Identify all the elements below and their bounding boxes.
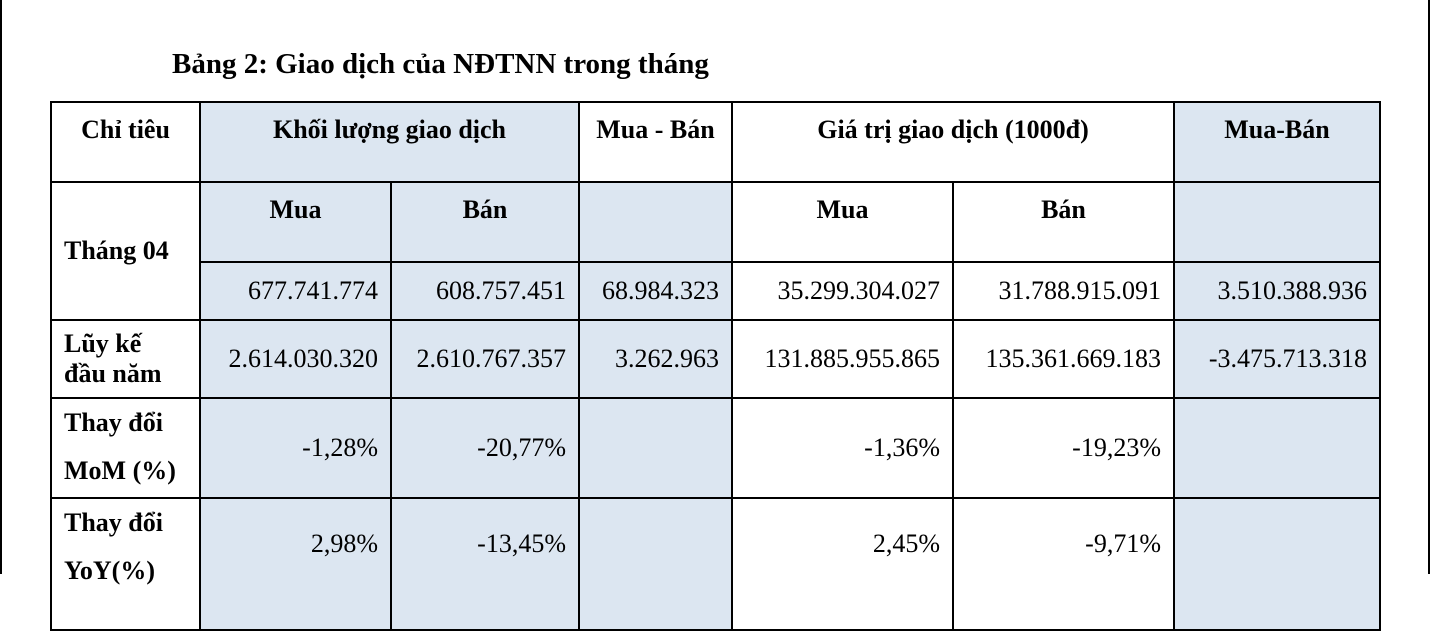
cell-yoy-mua-gt: 2,45% (732, 498, 953, 630)
table-subheader-row (51, 182, 1380, 262)
table-row (51, 398, 1380, 498)
cell-luy-ke-ban-gt: 135.361.669.183 (953, 320, 1174, 398)
cell-thang-ban-kl: 608.757.451 (391, 262, 579, 320)
table-row (51, 498, 1380, 630)
subheader-ban-gt: Bán (953, 182, 1174, 262)
table-title: Bảng 2: Giao dịch của NĐTNN trong tháng (172, 48, 709, 80)
subheader-mua-gt: Mua (732, 182, 953, 262)
cell-mom-ban-kl: -20,77% (391, 398, 579, 498)
row-label-mom: Thay đổi MoM (%) (51, 398, 200, 498)
row-label-luy-ke: Lũy kế đầu năm (51, 320, 200, 398)
cell-luy-ke-mua-gt: 131.885.955.865 (732, 320, 953, 398)
subheader-mua-kl: Mua (200, 182, 391, 262)
cell-thang-ban-gt: 31.788.915.091 (953, 262, 1174, 320)
cell-thang-mua-gt: 35.299.304.027 (732, 262, 953, 320)
header-chi-tieu: Chỉ tiêu (51, 102, 200, 182)
cell-luy-ke-mua-ban-kl: 3.262.963 (579, 320, 732, 398)
cell-mom-ban-gt: -19,23% (953, 398, 1174, 498)
header-mua-ban-kl: Mua - Bán (579, 102, 732, 182)
subheader-ban-kl: Bán (391, 182, 579, 262)
row-label-thang: Tháng 04 (51, 182, 200, 320)
header-gia-tri: Giá trị giao dịch (1000đ) (732, 102, 1174, 182)
row-label-yoy: Thay đổi YoY(%) (51, 498, 200, 630)
cell-luy-ke-ban-kl: 2.610.767.357 (391, 320, 579, 398)
foreign-investor-trading-table (50, 101, 1381, 631)
subheader-empty-gt (1174, 182, 1380, 262)
table-row (51, 262, 1380, 320)
cell-yoy-mua-ban-gt (1174, 498, 1380, 630)
cell-mom-mua-kl: -1,28% (200, 398, 391, 498)
cell-thang-mua-kl: 677.741.774 (200, 262, 391, 320)
header-khoi-luong: Khối lượng giao dịch (200, 102, 579, 182)
subheader-empty-kl (579, 182, 732, 262)
cell-thang-mua-ban-gt: 3.510.388.936 (1174, 262, 1380, 320)
cell-luy-ke-mua-ban-gt: -3.475.713.318 (1174, 320, 1380, 398)
cell-luy-ke-mua-kl: 2.614.030.320 (200, 320, 391, 398)
page-border-right (1428, 0, 1430, 574)
cell-mom-mua-ban-gt (1174, 398, 1380, 498)
table-row (51, 320, 1380, 398)
header-mua-ban-gt: Mua-Bán (1174, 102, 1380, 182)
cell-mom-mua-ban-kl (579, 398, 732, 498)
cell-thang-mua-ban-kl: 68.984.323 (579, 262, 732, 320)
cell-mom-mua-gt: -1,36% (732, 398, 953, 498)
table-header-row (51, 102, 1380, 182)
cell-yoy-mua-ban-kl (579, 498, 732, 630)
page-border-left (0, 0, 2, 574)
cell-yoy-ban-kl: -13,45% (391, 498, 579, 630)
cell-yoy-mua-kl: 2,98% (200, 498, 391, 630)
cell-yoy-ban-gt: -9,71% (953, 498, 1174, 630)
